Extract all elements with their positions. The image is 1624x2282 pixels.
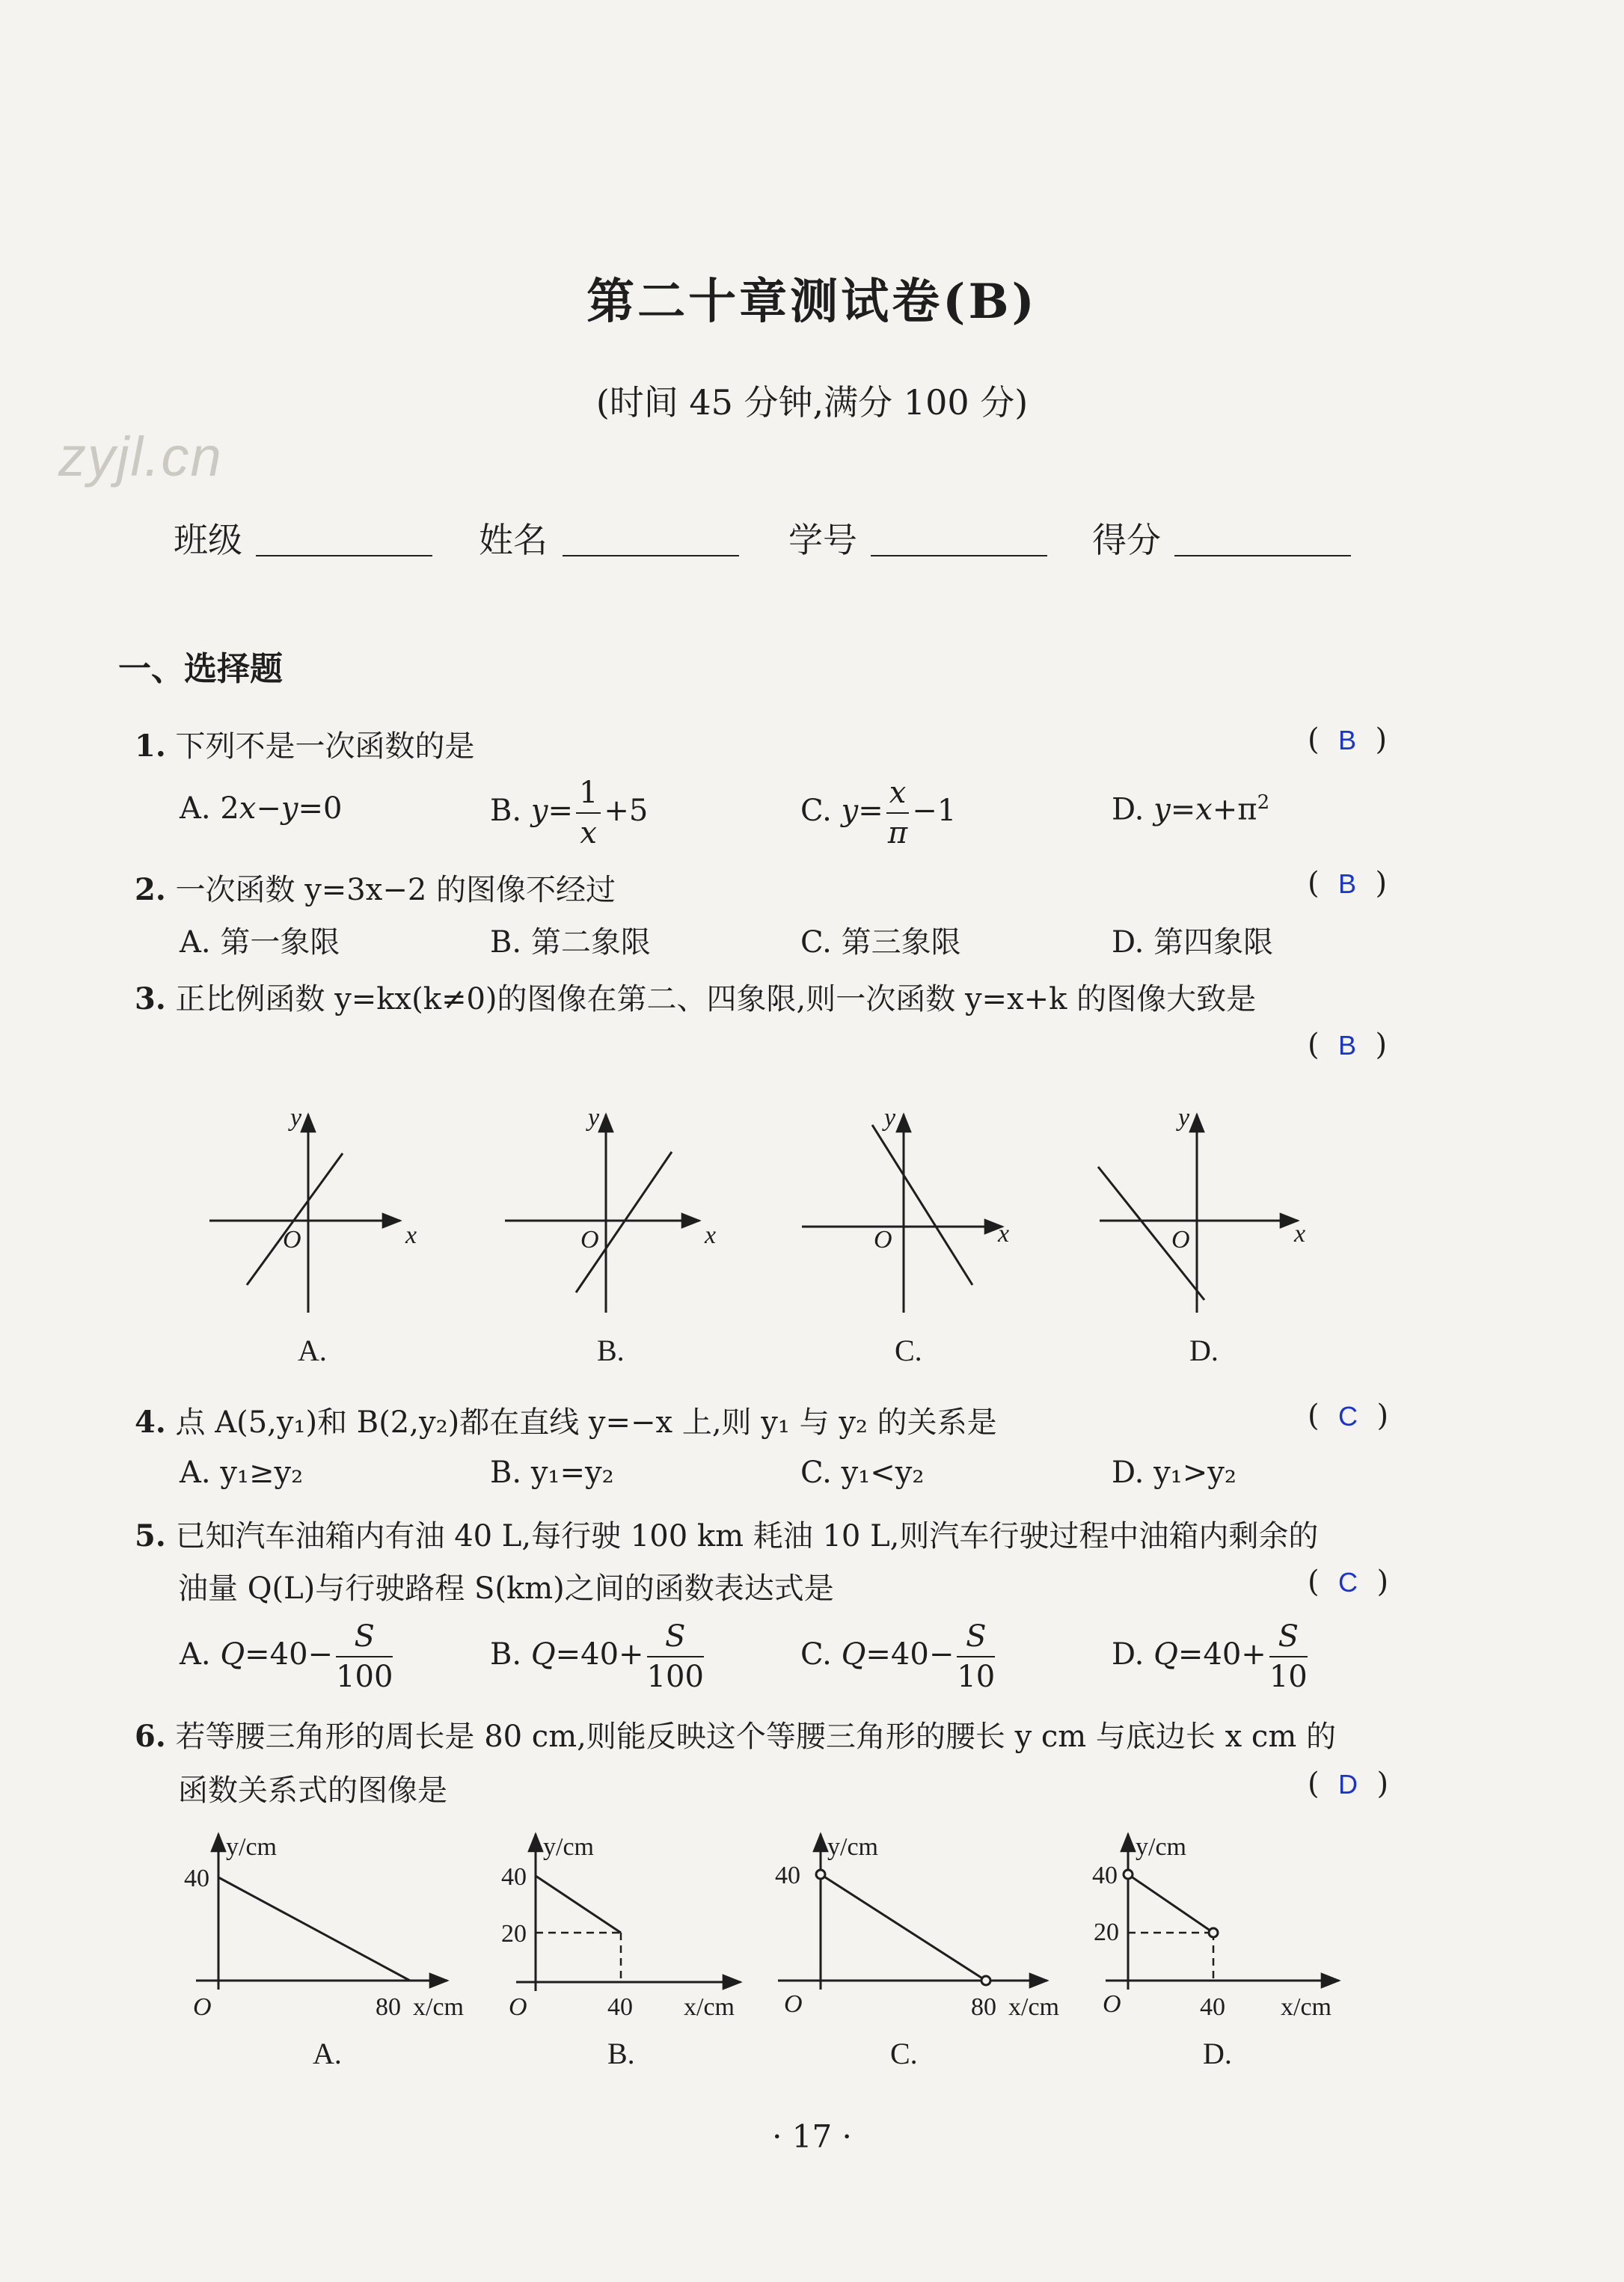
question-number: 2. bbox=[135, 872, 166, 907]
tick-40: 40 bbox=[607, 1993, 633, 2021]
score-label: 得分 bbox=[1092, 520, 1161, 560]
option-2a[interactable]: A. 第一象限 bbox=[180, 925, 340, 960]
question-text: 下列不是一次函数的是 bbox=[175, 729, 475, 764]
tick-20: 20 bbox=[1094, 1918, 1119, 1946]
origin-label: O bbox=[509, 1993, 527, 2021]
question-number: 4. bbox=[135, 1405, 166, 1440]
x-unit-label: x/cm bbox=[1008, 1993, 1059, 2021]
origin-label: O bbox=[784, 1990, 803, 2018]
q3-label-d: D. bbox=[1189, 1334, 1219, 1367]
x-unit-label: x/cm bbox=[1281, 1993, 1332, 2021]
tick-40: 40 bbox=[1200, 1993, 1225, 2021]
origin-label: O bbox=[1103, 1990, 1121, 2018]
option-4b[interactable]: B. y₁=y₂ bbox=[490, 1456, 614, 1490]
answer-box-4: ( C ) bbox=[1308, 1399, 1389, 1433]
question-text: 一次函数 y=3x−2 的图像不经过 bbox=[175, 873, 616, 907]
answer-box-3: ( B ) bbox=[1308, 1028, 1388, 1062]
y-unit-label: y/cm bbox=[827, 1833, 878, 1861]
option-4a[interactable]: A. y₁≥y₂ bbox=[180, 1456, 304, 1490]
question-text-line2: 油量 Q(L)与行驶路程 S(km)之间的函数表达式是 bbox=[178, 1571, 834, 1606]
x-unit-label: x/cm bbox=[684, 1993, 735, 2021]
answer-5: C bbox=[1338, 1567, 1358, 1598]
x-unit-label: x/cm bbox=[413, 1993, 464, 2021]
option-4c[interactable]: C. y₁<y₂ bbox=[800, 1456, 925, 1490]
tick-40: 40 bbox=[184, 1865, 209, 1892]
question-text-line1: 已知汽车油箱内有油 40 L,每行驶 100 km 耗油 10 L,则汽车行驶过程中油箱内剩余的 bbox=[175, 1519, 1319, 1553]
question-number: 1. bbox=[135, 729, 166, 764]
q3-label-b: B. bbox=[597, 1334, 625, 1367]
origin-label: O bbox=[193, 1993, 212, 2021]
origin-label: O bbox=[874, 1226, 892, 1254]
answer-box-5: ( C ) bbox=[1308, 1565, 1389, 1599]
x-axis-label: x bbox=[405, 1221, 417, 1249]
name-label: 姓名 bbox=[479, 520, 548, 560]
y-unit-label: y/cm bbox=[1136, 1833, 1186, 1861]
tick-80: 80 bbox=[971, 1993, 996, 2021]
id-label: 学号 bbox=[788, 520, 857, 560]
page-subtitle: (时间 45 分钟,满分 100 分) bbox=[595, 382, 1029, 423]
x-axis-label: x bbox=[1294, 1220, 1306, 1248]
y-axis-label: y bbox=[588, 1104, 600, 1132]
q6-graph-c[interactable] bbox=[778, 1834, 1047, 1990]
section-title: 一、选择题 bbox=[118, 650, 283, 688]
option-1a[interactable]: A. 2x−y=0 bbox=[180, 791, 343, 826]
option-2c[interactable]: C. 第三象限 bbox=[800, 925, 961, 960]
y-axis-label: y bbox=[884, 1104, 896, 1132]
option-5d[interactable]: D. Q=40+ $\frac{S}{10}$ bbox=[1112, 1619, 1308, 1694]
answer-1: B bbox=[1338, 725, 1357, 755]
origin-label: O bbox=[283, 1226, 301, 1254]
y-unit-label: y/cm bbox=[543, 1833, 594, 1861]
q6-label-c: C. bbox=[890, 2037, 918, 2070]
origin-label: O bbox=[1171, 1226, 1190, 1254]
answer-3: B bbox=[1338, 1030, 1357, 1061]
x-axis-label: x bbox=[998, 1220, 1010, 1248]
watermark-logo: zyjl.cn bbox=[58, 426, 223, 488]
option-4d[interactable]: D. y₁>y₂ bbox=[1112, 1456, 1237, 1490]
question-number: 6. bbox=[135, 1719, 166, 1754]
tick-40: 40 bbox=[775, 1862, 800, 1889]
y-unit-label: y/cm bbox=[226, 1833, 277, 1861]
option-2b[interactable]: B. 第二象限 bbox=[490, 925, 651, 960]
answer-box-2: ( B ) bbox=[1308, 866, 1388, 901]
answer-4: C bbox=[1338, 1401, 1358, 1432]
class-label: 班级 bbox=[174, 520, 242, 560]
q3-label-a: A. bbox=[298, 1334, 327, 1367]
q6-label-d: D. bbox=[1203, 2037, 1232, 2070]
option-5c[interactable]: C. Q=40− $\frac{S}{10}$ bbox=[800, 1619, 996, 1694]
answer-box-1: ( B ) bbox=[1308, 723, 1388, 757]
question-number: 5. bbox=[135, 1518, 166, 1553]
option-1d[interactable]: D. $y=x+\pi^2$ bbox=[1112, 791, 1270, 827]
origin-label: O bbox=[580, 1226, 599, 1254]
option-2d[interactable]: D. 第四象限 bbox=[1112, 925, 1274, 960]
answer-2: B bbox=[1338, 868, 1357, 899]
y-axis-label: y bbox=[290, 1104, 302, 1132]
q6-label-a: A. bbox=[313, 2037, 342, 2070]
q6-label-b: B. bbox=[607, 2037, 635, 2070]
option-1b[interactable]: B. y= $\frac{1}{x}$ +5 bbox=[490, 776, 649, 850]
x-axis-label: x bbox=[705, 1221, 717, 1249]
tick-20: 20 bbox=[501, 1920, 527, 1948]
page-title: 第二十章测试卷(B) bbox=[586, 274, 1038, 330]
tick-80: 80 bbox=[376, 1993, 401, 2021]
option-1c[interactable]: C. y= $\frac{x}{\pi}$ −1 bbox=[800, 776, 957, 850]
answer-box-6: ( D ) bbox=[1308, 1767, 1389, 1801]
tick-40: 40 bbox=[1092, 1862, 1118, 1889]
q3-label-c: C. bbox=[895, 1334, 922, 1367]
question-text-line2: 函数关系式的图像是 bbox=[178, 1773, 447, 1808]
tick-40: 40 bbox=[501, 1863, 527, 1891]
y-axis-label: y bbox=[1178, 1104, 1190, 1132]
option-5b[interactable]: B. Q=40+ $\frac{S}{100}$ bbox=[490, 1619, 704, 1694]
question-text: 正比例函数 y=kx(k≠0)的图像在第二、四象限,则一次函数 y=x+k 的图像大致是 bbox=[175, 982, 1257, 1016]
answer-6: D bbox=[1338, 1769, 1358, 1800]
question-text: 点 A(5,y₁)和 B(2,y₂)都在直线 y=−x 上,则 y₁ 与 y₂ 的关系是 bbox=[175, 1405, 997, 1440]
question-number: 3. bbox=[135, 981, 166, 1016]
page-number: · 17 · bbox=[772, 2118, 852, 2155]
question-text-line1: 若等腰三角形的周长是 80 cm,则能反映这个等腰三角形的腰长 y cm 与底边长 x cm 的 bbox=[175, 1720, 1336, 1754]
option-5a[interactable]: A. Q=40− $\frac{S}{100}$ bbox=[180, 1619, 393, 1694]
